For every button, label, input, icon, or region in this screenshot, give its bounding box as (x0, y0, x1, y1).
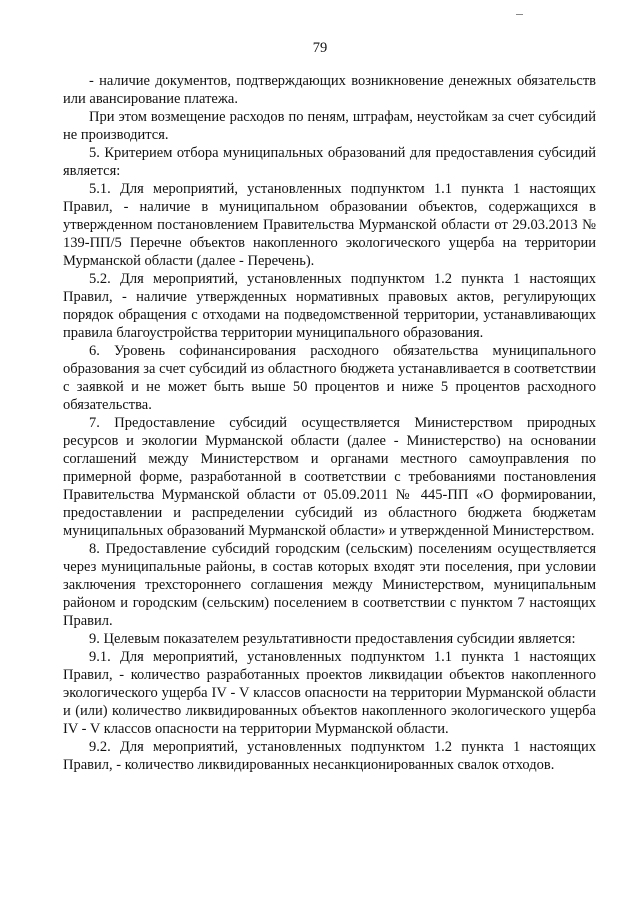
paragraph-5-2: 5.2. Для мероприятий, установленных подпунктом 1.2 пункта 1 настоящих Правил, - наличие утвержденных нормативных правовых актов, регулирующих порядок обращения с отходами на подведомственной территории, устанавливающих правила благоустройства территории муниципального образования. (63, 271, 596, 341)
paragraph-5-selection-criterion: 5. Критерием отбора муниципальных образований для предоставления субсидий является: (63, 145, 596, 179)
page-number: 79 (312, 40, 328, 56)
paragraph-9-1: 9.1. Для мероприятий, установленных подпунктом 1.1 пункта 1 настоящих Правил, - количество разработанных проектов ликвидации объектов накопленного экологического ущерба IV - V классов опасности на территории Мурманской области и (или) количество ликвидированных объектов накопленного экологического ущерба IV - V классов опасности на территории Мурманской области. (63, 649, 596, 737)
paragraph-7-provision: 7. Предоставление субсидий осуществляется Министерством природных ресурсов и экологии Мурманской области (далее - Министерство) на основании соглашений между Министерством и органами местного самоуправления по примерной форме, разработанной в соответствии с требованиями постановления Правительства Мурманской области от 05.09.2011 № 445-ПП «О формировании, предоставлении и распределении субсидий из областного бюджета бюджетам муниципальных образований Мурманской области» и утвержденной Министерством. (63, 415, 596, 539)
paragraph-5-1: 5.1. Для мероприятий, установленных подпунктом 1.1 пункта 1 настоящих Правил, - наличие в муниципальном образовании объектов, содержащихся в утвержденном постановлением Правительства Мурманской области от 29.03.2013 № 139-ПП/5 Перечне объектов накопленного экологического ущерба на территории Мурманской области (далее - Перечень). (63, 181, 596, 269)
paragraph-documents-item: - наличие документов, подтверждающих возникновение денежных обязательств или авансирование платежа. (63, 73, 596, 107)
paragraph-9-2: 9.2. Для мероприятий, установленных подпунктом 1.2 пункта 1 настоящих Правил, - количество ликвидированных несанкционированных свалок отходов. (63, 739, 596, 773)
scan-artifact-mark (516, 14, 523, 15)
document-body (63, 72, 596, 774)
paragraph-6-cofinancing: 6. Уровень софинансирования расходного обязательства муниципального образования за счет субсидий из областного бюджета устанавливается в соответствии с заявкой и не может быть выше 50 процентов и ниже 5 процентов расходного обязательства. (63, 343, 596, 413)
paragraph-8-settlements: 8. Предоставление субсидий городским (сельским) поселениям осуществляется через муниципальные районы, в состав которых входят эти поселения, при условии заключения трехстороннего соглашения между Министерством, муниципальным районом и городским (сельским) поселением в соответствии с пунктом 7 настоящих Правил. (63, 541, 596, 629)
paragraph-penalties-note: При этом возмещение расходов по пеням, штрафам, неустойкам за счет субсидий не производится. (63, 109, 596, 143)
paragraph-9-target-indicator: 9. Целевым показателем результативности предоставления субсидии является: (89, 631, 576, 647)
